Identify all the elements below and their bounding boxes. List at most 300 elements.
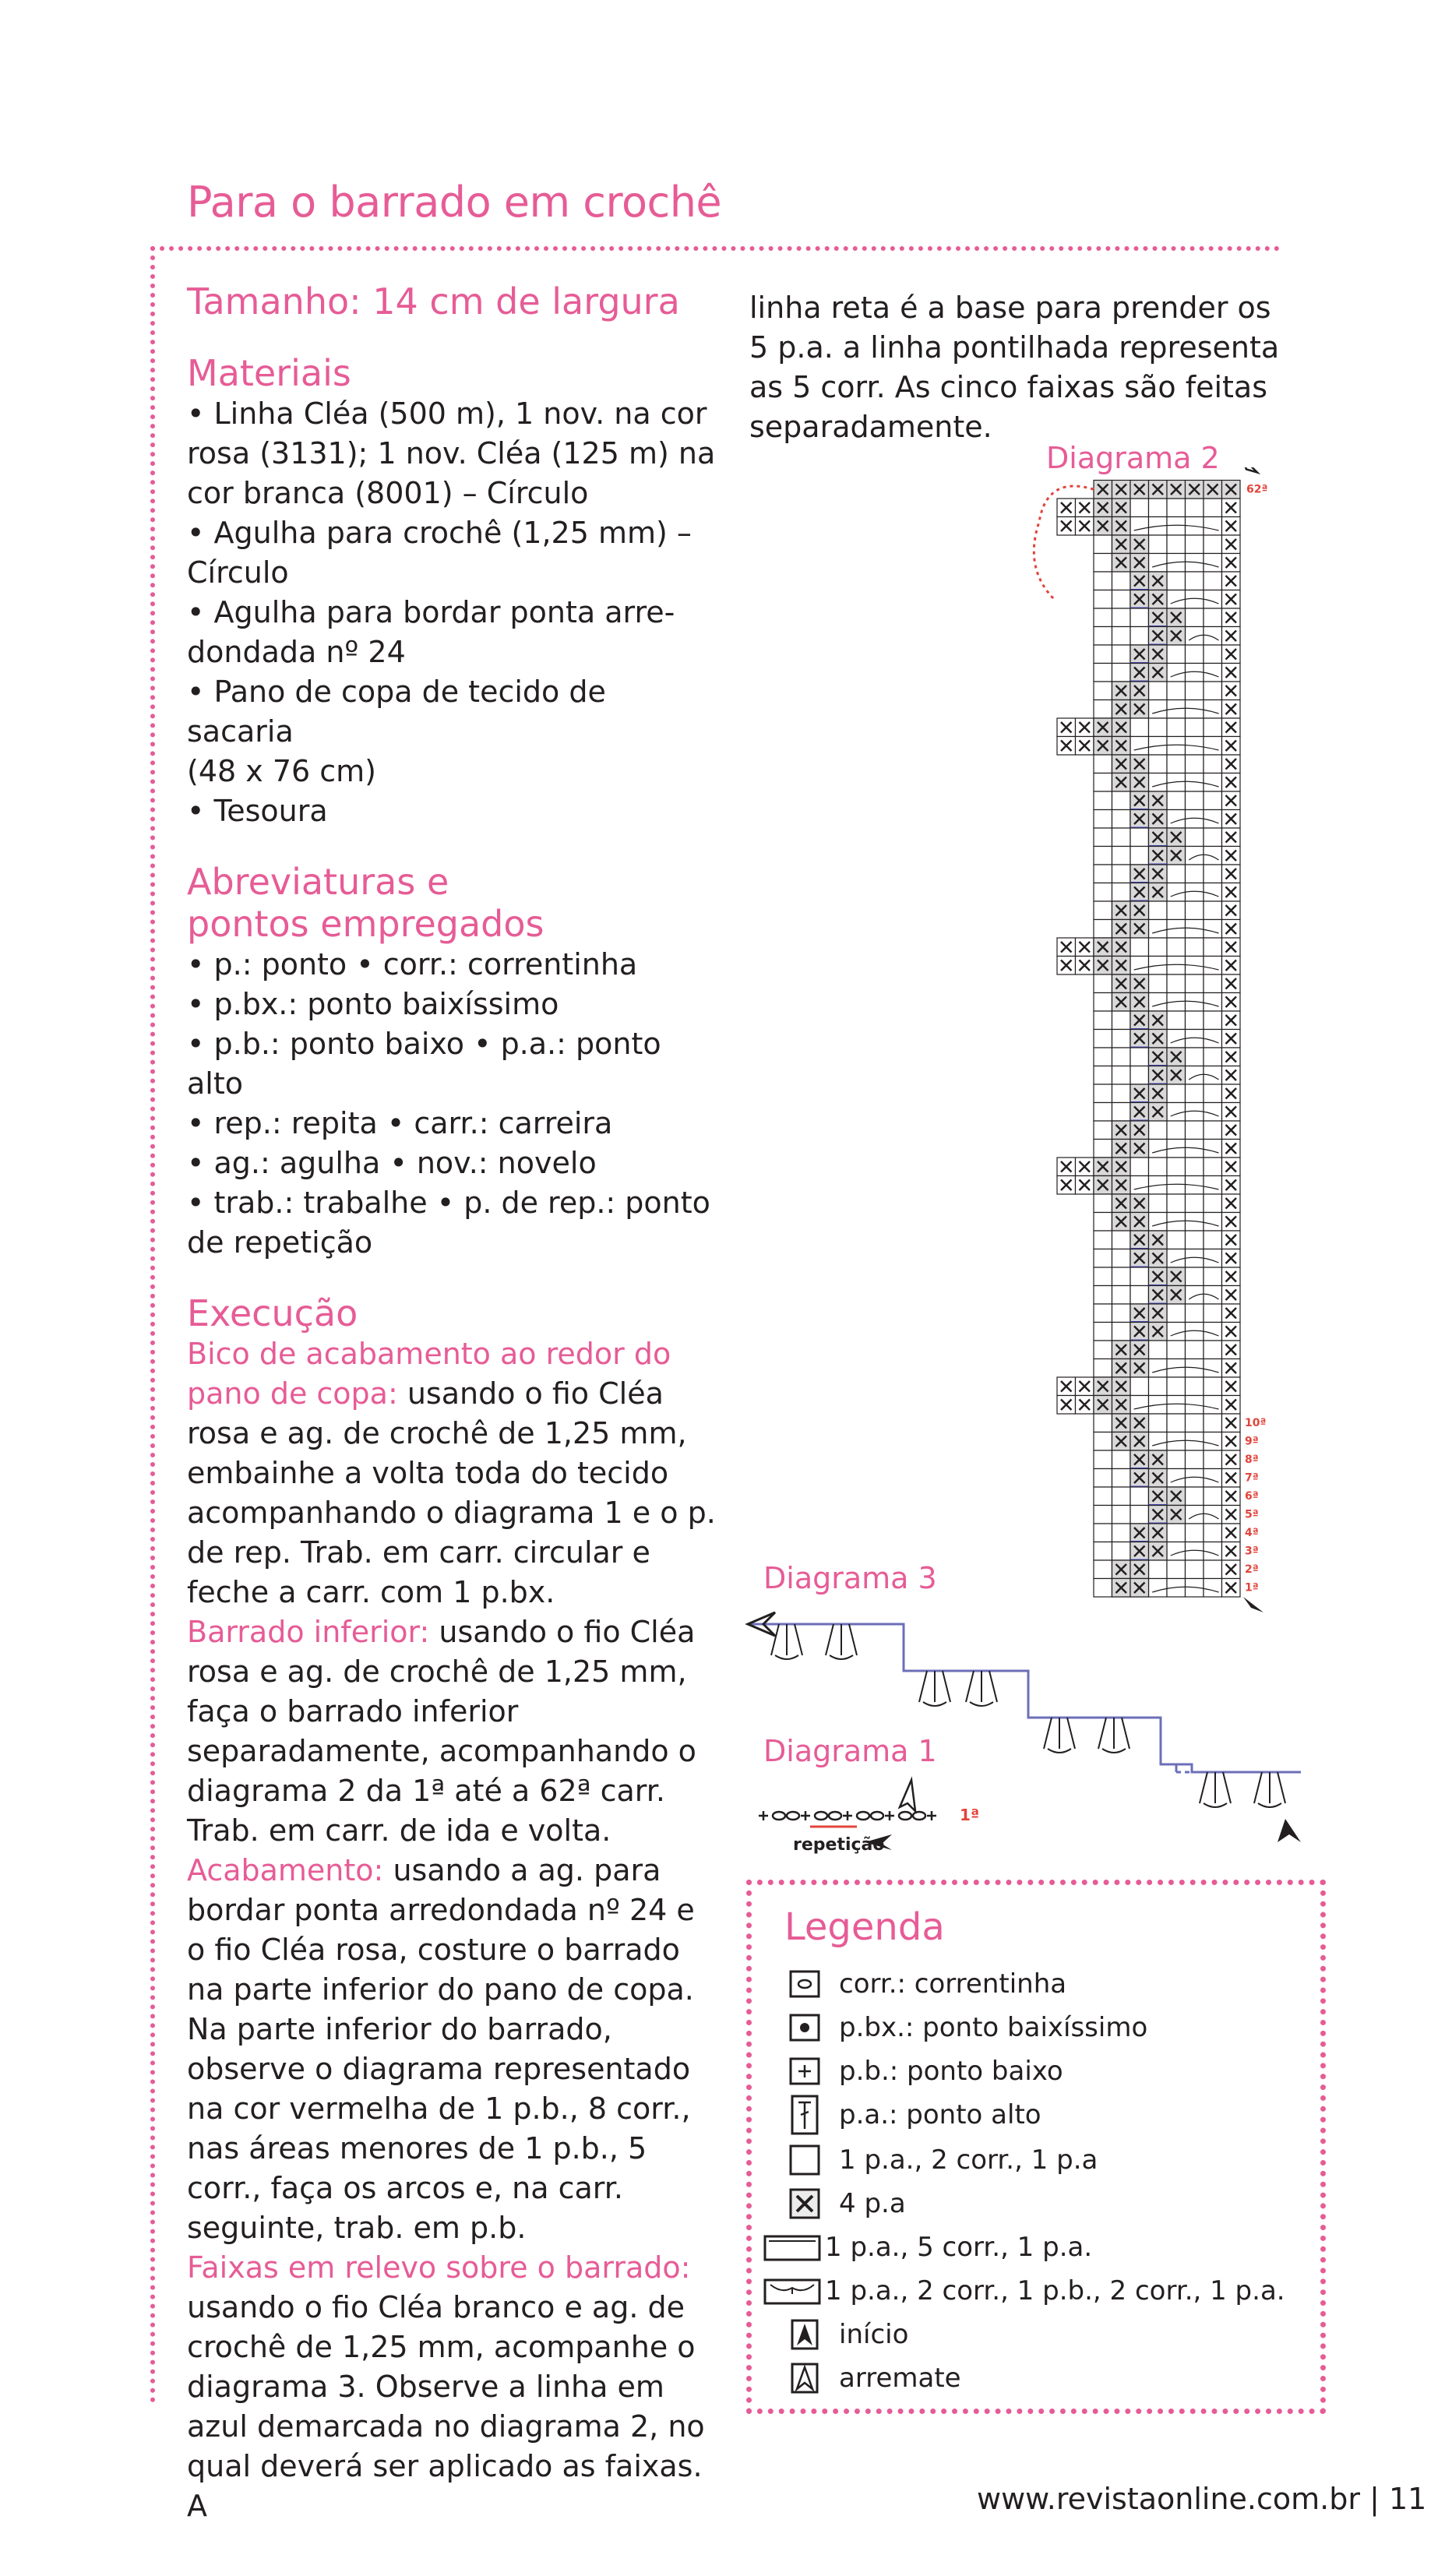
grid-cell [1167, 572, 1186, 590]
section-label: Faixas em relevo sobre o barrado: [187, 2250, 691, 2285]
grid-cell [1130, 499, 1149, 517]
abbreviation-line: de repetição [187, 1225, 373, 1260]
grid-cell [1186, 499, 1204, 517]
abbreviation-line: • ag.: agulha • nov.: novelo [187, 1146, 597, 1180]
row-label: 5ª [1245, 1508, 1259, 1521]
legend-item [786, 2139, 1098, 2181]
grid-cell [1094, 1469, 1112, 1488]
grid-cell [1186, 755, 1204, 774]
grid-cell [1204, 993, 1222, 1012]
left-column [187, 280, 717, 2526]
grid-cell [1130, 1396, 1149, 1415]
grid-cell [1149, 1414, 1168, 1432]
grid-cell [1167, 974, 1186, 993]
grid-cell [1167, 664, 1186, 682]
grid-cell [1186, 1304, 1204, 1323]
row-label: 1ª [960, 1806, 980, 1824]
row-label: 1ª [1245, 1581, 1259, 1595]
grid-cell [1094, 1359, 1112, 1378]
grid-cell [1167, 1011, 1186, 1030]
grid-cell [1186, 1487, 1204, 1506]
grid-cell [1167, 1030, 1186, 1048]
grid-cell [1112, 1450, 1131, 1469]
grid-cell [1094, 1579, 1112, 1598]
materials-list [187, 394, 717, 831]
legend-item-label: corr.: correntinha [839, 1968, 1067, 2000]
grid-cell [1130, 718, 1149, 737]
slip-stitch-icon [786, 2009, 823, 2046]
grid-cell [1204, 774, 1222, 792]
grid-cell [1204, 1158, 1222, 1176]
grid-cell [1167, 810, 1186, 829]
grid-cell [1112, 572, 1131, 590]
size-heading: Tamanho: 14 cm de largura [187, 280, 680, 322]
grid-cell [1130, 938, 1149, 957]
grid-cell [1204, 1194, 1222, 1213]
grid-cell [1130, 1158, 1149, 1176]
grid-cell [1149, 1213, 1168, 1232]
grid-cell [1094, 1450, 1112, 1469]
section-text: usando o fio Cléa rosa e ag. de crochê de 1,25 mm, embainhe a volta toda do tecido acompanhando o diagrama 1 e o p. de rep. Trab. em carr. circular e feche a carr. com 1 p.bx. [187, 1376, 716, 1609]
grid-cell [1149, 1158, 1168, 1176]
grid-cell [1167, 1341, 1186, 1359]
grid-cell [1186, 1084, 1204, 1103]
grid-cell [1130, 957, 1149, 975]
grid-cell [1204, 1560, 1222, 1579]
grid-cell [1094, 1213, 1112, 1232]
grid-cell [1130, 1487, 1149, 1506]
grid-cell [1186, 791, 1204, 810]
grid-cell [1149, 682, 1168, 700]
grid-cell [1186, 718, 1204, 737]
grid-cell [1204, 1487, 1222, 1506]
legend-box [746, 1880, 1326, 2414]
grid-cell [1204, 1506, 1222, 1524]
grid-cell [1094, 1030, 1112, 1048]
grid-cell [1149, 554, 1168, 573]
arch-block-icon [763, 2272, 822, 2310]
grid-cell [1167, 1414, 1186, 1432]
grid-cell [1130, 608, 1149, 627]
grid-cell [1167, 1377, 1186, 1396]
grid-cell [1094, 1066, 1112, 1085]
section-text: usando a ag. para bordar ponta arredondada nº 24 e o fio Cléa rosa, costure o barrado na parte inferior do pano de copa. Na parte inferior do barrado, observe o diagrama representado na cor vermelha de 1 p.b., 8 corr., nas áreas menores de 1 p.b., 5 corr., faça os arcos e, na carr. seguinte, trab. em p.b. [187, 1853, 695, 2245]
grid-cell [1149, 993, 1168, 1012]
grid-cell [1130, 1066, 1149, 1085]
abbreviation-line: • rep.: repita • carr.: carreira [187, 1106, 613, 1140]
materials-line: • Agulha para crochê (1,25 mm) – [187, 516, 692, 550]
execution-section-finishing-edge [187, 1334, 717, 1612]
grid-cell [1167, 1560, 1186, 1579]
materials-line: cor branca (8001) – Círculo [187, 476, 589, 510]
grid-cell [1094, 682, 1112, 700]
execution-heading: Execução [187, 1292, 358, 1334]
grid-cell [1149, 1341, 1168, 1359]
diagram-1-label: Diagrama 1 [763, 1734, 937, 1768]
grid-cell [1186, 1048, 1204, 1066]
grid-cell [1130, 1048, 1149, 1066]
materials-line: • Pano de copa de tecido de sacaria [187, 675, 606, 749]
top-dotted-divider [150, 246, 1280, 251]
grid-cell [1130, 1176, 1149, 1195]
legend-item-label: 1 p.a., 5 corr., 1 p.a. [825, 2232, 1093, 2263]
grid-cell [1130, 1267, 1149, 1286]
abbreviations-heading-1: Abreviaturas e [187, 861, 449, 903]
grid-cell [1149, 974, 1168, 993]
grid-cell [1167, 517, 1186, 536]
grid-cell [1149, 1121, 1168, 1140]
row-label: 4ª [1245, 1527, 1259, 1539]
grid-cell [1204, 1396, 1222, 1415]
grid-cell [1112, 664, 1131, 682]
grid-cell [1112, 828, 1131, 847]
row-label: 7ª [1245, 1471, 1259, 1485]
grid-cell [1149, 1432, 1168, 1451]
grid-cell [1112, 1231, 1131, 1249]
grid-cell [1094, 810, 1112, 829]
grid-cell [1186, 608, 1204, 627]
grid-cell [1186, 535, 1204, 554]
grid-cell [1204, 1066, 1222, 1085]
grid-cell [1186, 1011, 1204, 1030]
grid-cell [1094, 1341, 1112, 1359]
grid-cell [1112, 590, 1131, 609]
page-footer: www.revistaonline.com.br | 11 [977, 2482, 1427, 2516]
grid-cell [1149, 1560, 1168, 1579]
grid-cell [1167, 1542, 1186, 1561]
legend-item-label: 1 p.a., 2 corr., 1 p.b., 2 corr., 1 p.a. [825, 2275, 1285, 2306]
grid-cell [1112, 883, 1131, 902]
grid-cell [1204, 920, 1222, 939]
grid-cell [1094, 627, 1112, 646]
grid-cell [1094, 1048, 1112, 1066]
repeat-label: repetição [793, 1835, 885, 1855]
grid-cell [1167, 1396, 1186, 1415]
grid-cell [1094, 700, 1112, 719]
grid-cell [1204, 517, 1222, 536]
grid-cell [1094, 847, 1112, 865]
grid-cell [1130, 737, 1149, 756]
grid-cell [1186, 1231, 1204, 1249]
grid-cell [1186, 974, 1204, 993]
grid-cell [1204, 865, 1222, 883]
grid-cell [1112, 1506, 1131, 1524]
materials-line: • Linha Cléa (500 m), 1 nov. na cor [187, 396, 707, 431]
grid-cell [1112, 645, 1131, 664]
grid-cell [1167, 718, 1186, 737]
grid-cell [1167, 1231, 1186, 1249]
grid-cell [1167, 1084, 1186, 1103]
abbreviation-line: • p.b.: ponto baixo • p.a.: ponto alto [187, 1027, 661, 1101]
materials-line: dondada nº 24 [187, 635, 406, 669]
grid-cell [1204, 1524, 1222, 1542]
grid-cell [1186, 627, 1204, 646]
legend-item [786, 2094, 1041, 2136]
grid-cell [1094, 554, 1112, 573]
diagram-2-label: Diagrama 2 [1046, 441, 1220, 475]
grid-cell [1204, 974, 1222, 993]
grid-cell [1094, 590, 1112, 609]
grid-cell [1186, 1377, 1204, 1396]
page-title: Para o barrado em crochê [187, 178, 722, 227]
grid-cell [1149, 1194, 1168, 1213]
grid-cell [1186, 572, 1204, 590]
grid-cell [1112, 608, 1131, 627]
grid-cell [1204, 1286, 1222, 1305]
grid-cell [1204, 1011, 1222, 1030]
grid-cell [1094, 883, 1112, 902]
grid-cell [1167, 1194, 1186, 1213]
grid-cell [1094, 1084, 1112, 1103]
grid-cell [1204, 1048, 1222, 1066]
grid-cell [1094, 974, 1112, 993]
row-label: 3ª [1245, 1545, 1259, 1558]
diagram-2-chart [935, 467, 1293, 1636]
grid-cell [1186, 1341, 1204, 1359]
grid-cell [1167, 1121, 1186, 1140]
fan-stitch [1098, 1718, 1130, 1753]
legend-item [786, 2183, 906, 2225]
grid-cell [1204, 718, 1222, 737]
legend-item [763, 2270, 1285, 2312]
grid-cell [1112, 1084, 1131, 1103]
fan-stitch [826, 1624, 857, 1659]
grid-cell [1094, 1267, 1112, 1286]
grid-cell [1094, 1304, 1112, 1323]
grid-cell [1094, 920, 1112, 939]
section-label: Barrado inferior: [187, 1615, 430, 1649]
abbreviations-heading-2: pontos empregados [187, 903, 544, 945]
abbreviation-line: • p.bx.: ponto baixíssimo [187, 987, 559, 1021]
grid-cell [1204, 847, 1222, 865]
section-label: Acabamento: [187, 1853, 384, 1887]
grid-cell [1186, 1158, 1204, 1176]
finish-arrow-icon [900, 1780, 915, 1811]
execution-section-relief-bands [187, 2248, 717, 2526]
grid-cell [1094, 1432, 1112, 1451]
legend-item [763, 2226, 1092, 2268]
grid-cell [1204, 1414, 1222, 1432]
grid-cell [1186, 847, 1204, 865]
fan-stitch [771, 1624, 802, 1659]
grid-cell [1186, 938, 1204, 957]
materials-line: rosa (3131); 1 nov. Cléa (125 m) na [187, 436, 716, 470]
grid-cell [1149, 938, 1168, 957]
grid-cell [1094, 993, 1112, 1012]
grid-cell [1094, 755, 1112, 774]
row-label: 2ª [1245, 1563, 1259, 1576]
grid-cell [1112, 1286, 1131, 1305]
abbreviations-list [187, 945, 717, 1263]
grid-cell [1112, 1542, 1131, 1561]
continuation-text: linha reta é a base para prender os 5 p.a. a linha pontilhada representa as 5 corr. As cinco faixas são feitas separadamente. [749, 291, 1280, 444]
grid-cell [1186, 1450, 1204, 1469]
grid-cell [1130, 517, 1149, 536]
section-label: Bico de acabamento ao redor do pano de copa: [187, 1337, 671, 1411]
grid-cell [1112, 791, 1131, 810]
grid-cell [1186, 645, 1204, 664]
grid-cell [1204, 1213, 1222, 1232]
grid-cell [1112, 1323, 1131, 1341]
execution-section-finishing [187, 1851, 717, 2248]
materials-line: (48 x 76 cm) [187, 754, 376, 788]
fan-stitch [1200, 1772, 1231, 1807]
grid-cell [1186, 1414, 1204, 1432]
section-text: usando o fio Cléa branco e ag. de crochê de 1,25 mm, acompanhe o diagrama 3. Observe a linha em azul demarcada no diagrama 2, no qual deverá ser aplicado as faixas. A [187, 2290, 705, 2523]
grid-cell [1186, 1286, 1204, 1305]
grid-cell [1186, 901, 1204, 920]
grid-cell [1112, 1011, 1131, 1030]
grid-cell [1204, 938, 1222, 957]
grid-cell [1094, 1194, 1112, 1213]
grid-cell [1186, 865, 1204, 883]
grid-cell [1094, 774, 1112, 792]
chain-icon [786, 1965, 823, 2003]
grid-cell [1149, 499, 1168, 517]
grid-cell [1112, 1066, 1131, 1085]
grid-cell [1094, 1323, 1112, 1341]
materials-line: • Tesoura [187, 794, 328, 828]
wide-block-icon [763, 2229, 822, 2266]
grid-cell [1167, 1176, 1186, 1195]
grid-cell [1167, 865, 1186, 883]
legend-item [786, 1963, 1066, 2005]
grid-cell [1094, 1286, 1112, 1305]
row-label: 62ª [1246, 483, 1268, 496]
grid-cell [1167, 755, 1186, 774]
grid-cell [1094, 572, 1112, 590]
legend-item [786, 2313, 908, 2356]
grid-cell [1204, 572, 1222, 590]
grid-cell [1094, 1524, 1112, 1542]
grid-cell [1149, 700, 1168, 719]
grid-cell [1094, 1487, 1112, 1506]
grid-cell [1094, 1560, 1112, 1579]
grid-cell [1112, 847, 1131, 865]
grid-cell [1112, 1487, 1131, 1506]
grid-cell [1186, 1194, 1204, 1213]
materials-heading: Materiais [187, 352, 351, 394]
grid-cell [1167, 1524, 1186, 1542]
grid-cell [1204, 1231, 1222, 1249]
grid-cell [1167, 901, 1186, 920]
grid-cell [1094, 1140, 1112, 1158]
legend-item-label: arremate [839, 2363, 961, 2394]
grid-cell [1167, 1103, 1186, 1122]
grid-cell [1167, 1249, 1186, 1268]
grid-cell [1204, 627, 1222, 646]
grid-cell [1204, 645, 1222, 664]
start-arrow-icon [786, 2316, 823, 2353]
row-label: 10ª [1245, 1417, 1267, 1429]
grid-cell [1204, 1450, 1222, 1469]
filled-square-icon [786, 2185, 823, 2222]
grid-cell [1167, 737, 1186, 756]
grid-cell [1167, 791, 1186, 810]
grid-cell [1167, 590, 1186, 609]
grid-cell [1204, 1341, 1222, 1359]
grid-cell [1112, 1048, 1131, 1066]
grid-cell [1094, 1506, 1112, 1524]
abbreviation-line: • p.: ponto • corr.: correntinha [187, 947, 638, 981]
grid-cell [1094, 1121, 1112, 1140]
grid-cell [1112, 1304, 1131, 1323]
grid-cell [1204, 957, 1222, 975]
legend-item [786, 2007, 1147, 2049]
grid-cell [1186, 1121, 1204, 1140]
grid-cell [1204, 1359, 1222, 1378]
grid-cell [1149, 901, 1168, 920]
grid-cell [1204, 1304, 1222, 1323]
grid-cell [1167, 645, 1186, 664]
grid-cell [1130, 1506, 1149, 1524]
grid-cell [1204, 1176, 1222, 1195]
grid-cell [1204, 535, 1222, 554]
grid-cell [1204, 1140, 1222, 1158]
grid-cell [1186, 1560, 1204, 1579]
grid-cell [1204, 1432, 1222, 1451]
grid-cell [1149, 755, 1168, 774]
grid-cell [1167, 682, 1186, 700]
grid-cell [1167, 883, 1186, 902]
grid-cell [1094, 535, 1112, 554]
grid-cell [1112, 1103, 1131, 1122]
grid-cell [1094, 645, 1112, 664]
grid-cell [1204, 1084, 1222, 1103]
grid-cell [1112, 1030, 1131, 1048]
grid-cell [1186, 1524, 1204, 1542]
grid-cell [1167, 957, 1186, 975]
diagram-1-chart [756, 1772, 1020, 1858]
fan-stitch [1254, 1772, 1285, 1807]
grid-cell [1186, 828, 1204, 847]
grid-cell [1204, 1121, 1222, 1140]
grid-cell [1149, 1359, 1168, 1378]
grid-cell [1167, 1450, 1186, 1469]
grid-cell [1112, 1249, 1131, 1268]
grid-cell [1094, 608, 1112, 627]
grid-cell [1167, 1158, 1186, 1176]
grid-cell [1094, 664, 1112, 682]
legend-item [786, 2050, 1063, 2092]
grid-cell [1204, 1579, 1222, 1598]
grid-cell [1186, 1066, 1204, 1085]
grid-cell [1204, 901, 1222, 920]
grid-cell [1130, 627, 1149, 646]
grid-cell [1204, 755, 1222, 774]
grid-cell [1130, 828, 1149, 847]
diagram-3-label: Diagrama 3 [763, 1561, 937, 1595]
grid-cell [1149, 1140, 1168, 1158]
grid-cell [1112, 1524, 1131, 1542]
finish-arrow-icon [1242, 467, 1257, 473]
grid-cell [1167, 1323, 1186, 1341]
fan-stitch [919, 1671, 950, 1706]
grid-cell [1112, 627, 1131, 646]
row-label: 9ª [1245, 1435, 1259, 1448]
materials-line: • Agulha para bordar ponta arre- [187, 595, 675, 629]
grid-cell [1167, 1469, 1186, 1488]
fan-stitch [966, 1671, 997, 1706]
grid-cell [1149, 1377, 1168, 1396]
grid-cell [1094, 901, 1112, 920]
grid-cell [1204, 1377, 1222, 1396]
legend-item-label: início [839, 2319, 909, 2350]
grid-cell [1204, 791, 1222, 810]
materials-line: Círculo [187, 555, 289, 590]
grid-cell [1186, 682, 1204, 700]
grid-cell [1204, 828, 1222, 847]
